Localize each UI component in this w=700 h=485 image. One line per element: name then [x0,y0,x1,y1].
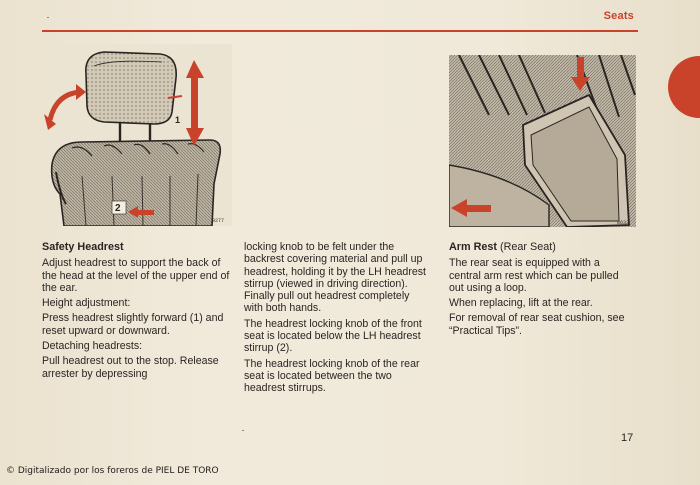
figure-code: 9277 [212,218,225,224]
headrest-continued-section [244,241,430,398]
paper-speck [242,430,244,431]
section-heading [449,241,629,253]
armrest-illustration [449,55,636,227]
paragraph: Pull headrest out to the stop. Release arrester by depressing [42,355,219,380]
paragraph: Press headrest slightly forward (1) and reset upward or downward. [42,312,224,337]
paragraph: locking knob to be felt under the backrest covering material and pull up headrest, holding it by the LH headrest stirrup (viewed in driving direction). Finally pull out headrest completely with both hands. [244,241,426,315]
paragraph: When replacing, lift at the rear. [449,297,593,310]
page-number: 17 [621,432,634,444]
paper-speck [47,17,49,18]
paragraph: The rear seat is equipped with a central arm rest which can be pulled out using a loop. [449,257,619,294]
safety-headrest-section [42,241,232,383]
credit-line: © Digitalizado por los foreros de PIEL DE TORO [6,466,219,476]
paragraph: Adjust headrest to support the back of the head at the level of the upper end of the ear. [42,257,230,294]
paragraph: For removal of rear seat cushion, see “Practical Tips”. [449,312,625,337]
paragraph: Height adjustment: [42,297,131,310]
section-heading: Safety Headrest [42,241,124,253]
figure-code: 8632 [617,220,630,226]
callout-2: 2 [115,203,121,214]
headrest-drawing [42,44,232,226]
arm-rest-section [449,241,629,340]
paragraph: The headrest locking knob of the rear seat is located between the two headrest stirrups. [244,357,420,395]
section-title: Seats [603,10,634,22]
armrest-drawing [449,55,636,227]
headrest-illustration [42,44,232,226]
callout-1: 1 [175,115,181,125]
paragraph: The headrest locking knob of the front seat is located below the LH headrest stirrup (2). [244,317,422,355]
paragraph: Detaching headrests: [42,340,143,353]
heading-suffix: (Rear Seat) [500,241,556,253]
heading-main: Arm Rest [449,241,498,253]
header-rule [42,30,638,32]
